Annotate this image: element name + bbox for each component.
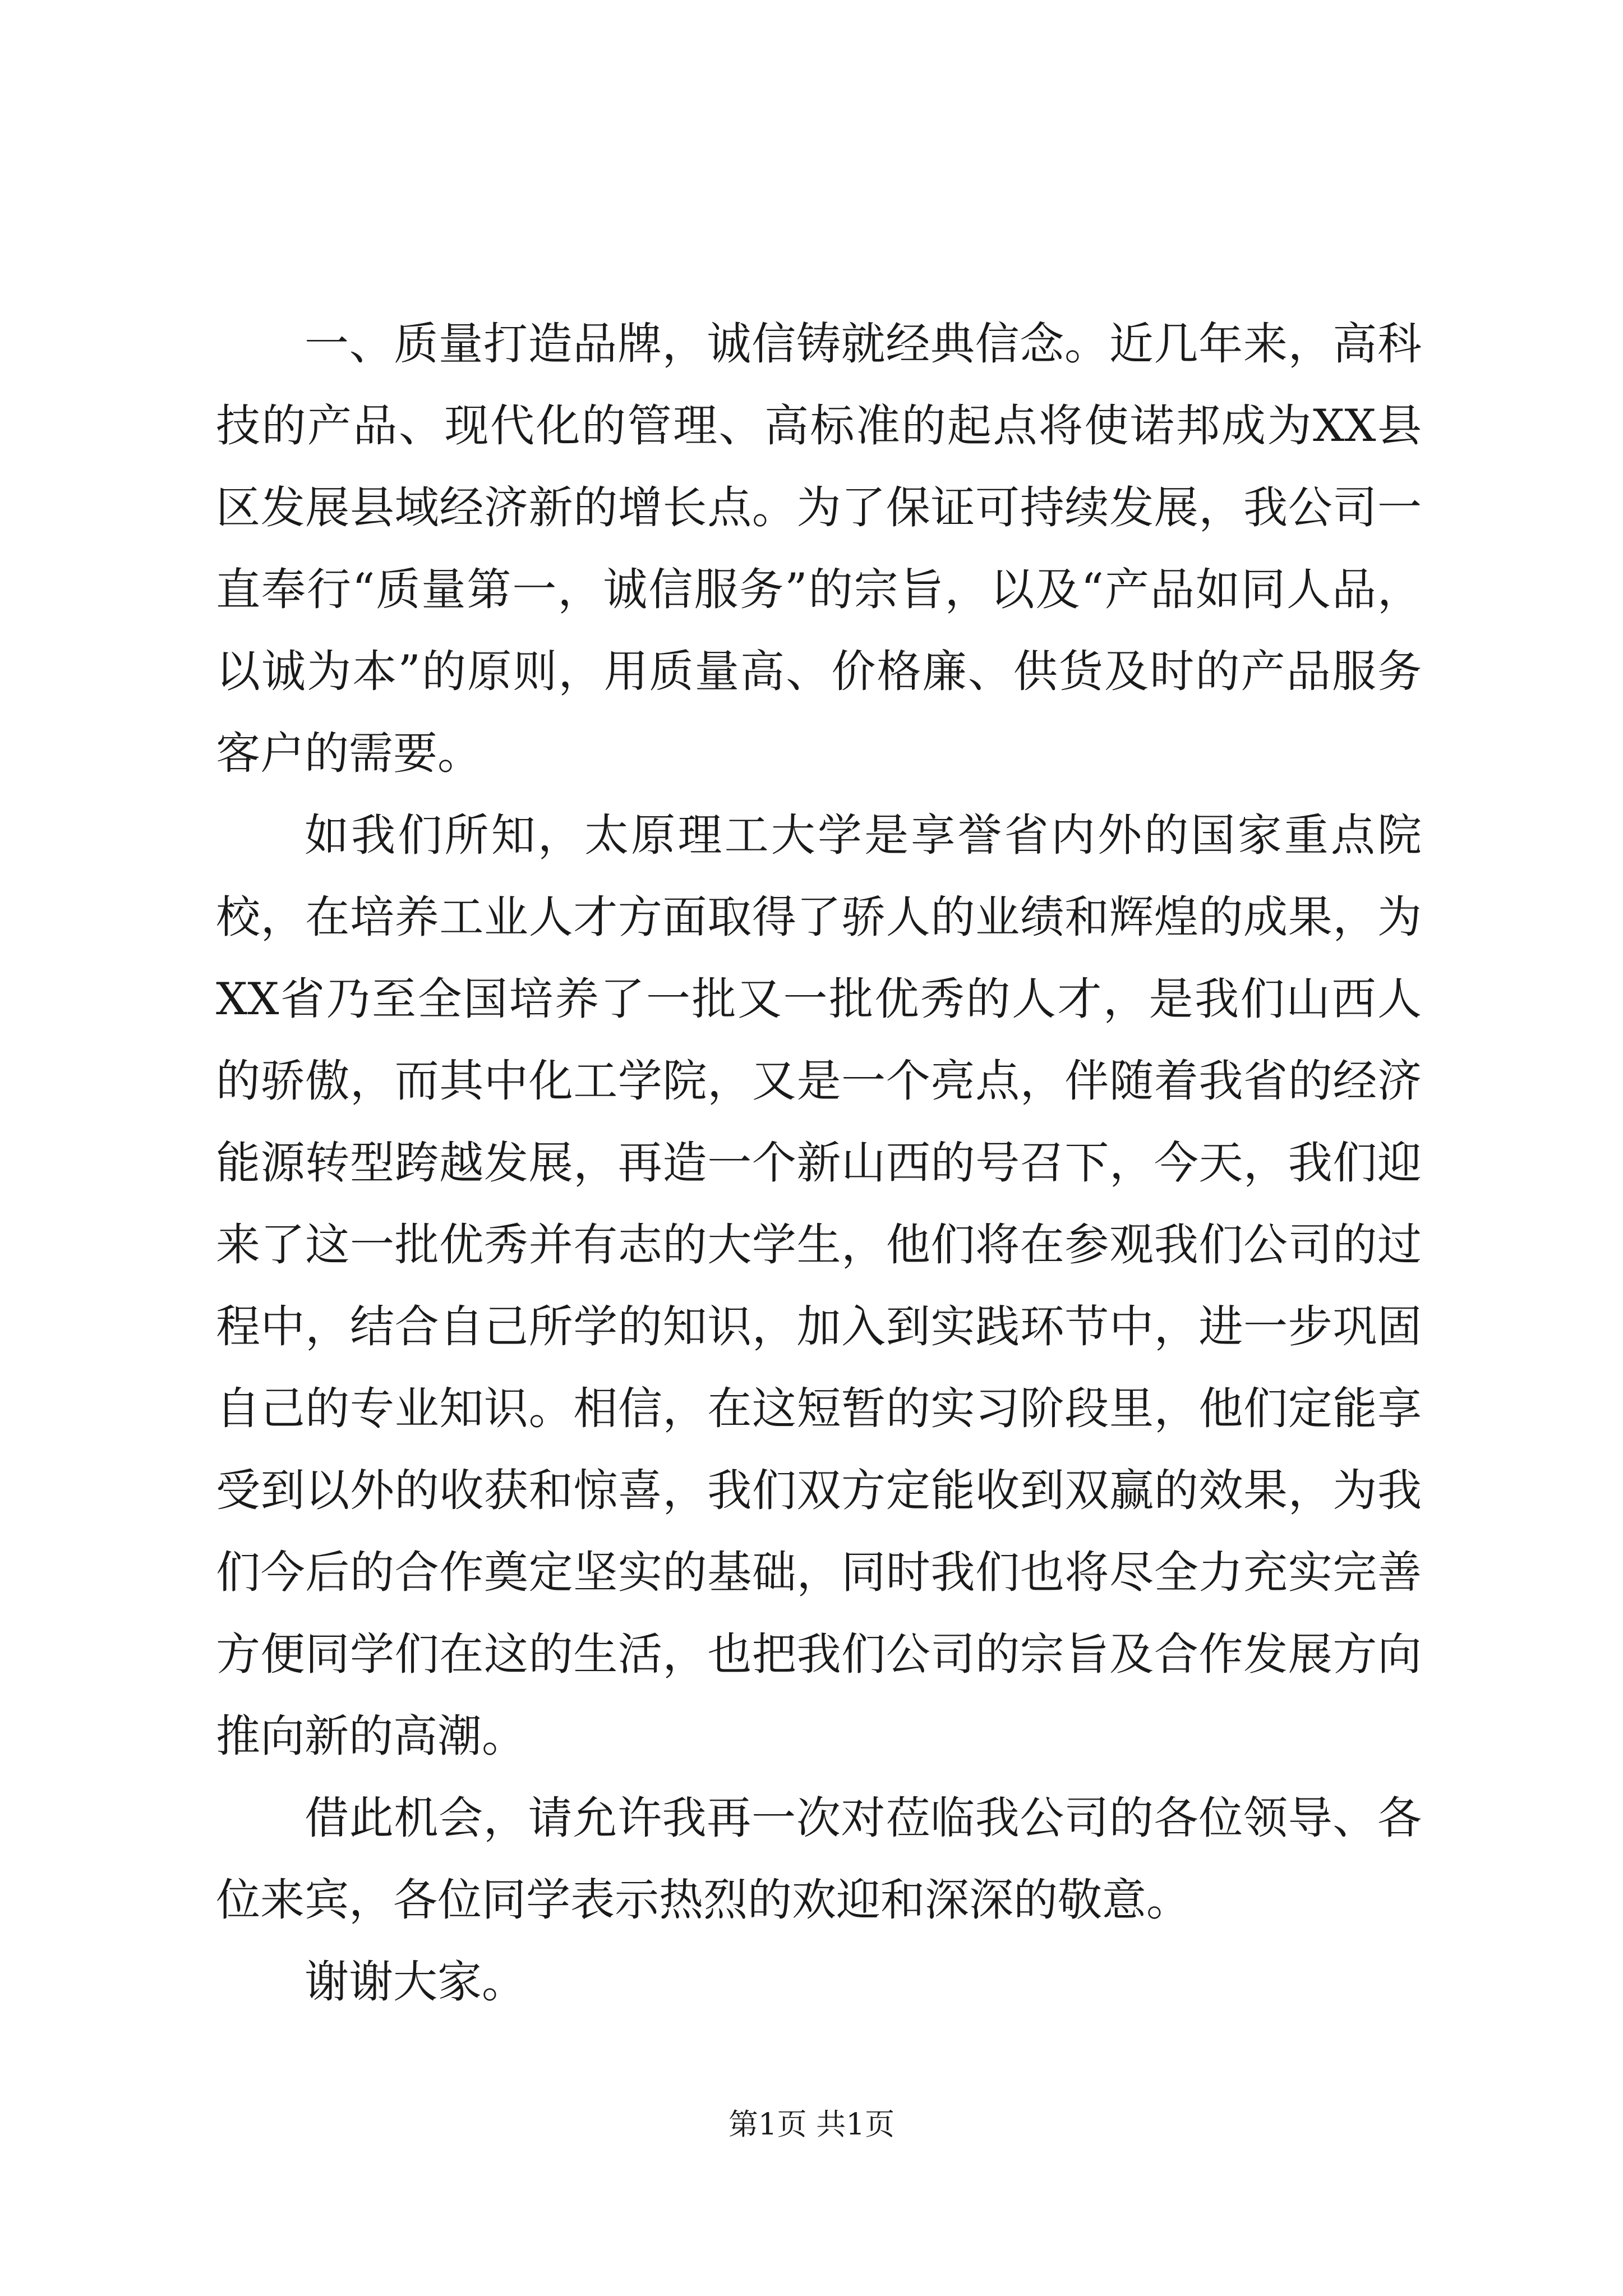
paragraph-quality-brand: 一、质量打造品牌，诚信铸就经典信念。近几年来，高科技的产品、现代化的管理、高标准的起点将使诺邦成为XX县区发展县域经济新的增长点。为了保证可持续发展，我公司一直奉行“质量第一，诚信服务”的宗旨，以及“产品如同人品，以诚为本”的原则，用质量高、价格廉、供货及时的产品服务客户的需要。 <box>216 318 1422 779</box>
paragraph-welcome: 借此机会，请允许我再一次对莅临我公司的各位领导、各位来宾，各位同学表示热烈的欢迎和深深的敬意。 <box>216 1792 1422 1926</box>
paragraph-university-intro: 如我们所知，太原理工大学是享誉省内外的国家重点院校，在培养工业人才方面取得了骄人的业绩和辉煌的成果，为XX省乃至全国培养了一批又一批优秀的人才，是我们山西人的骄傲，而其中化工学院，又是一个亮点，伴随着我省的经济能源转型跨越发展，再造一个新山西的号召下，今天，我们迎来了这一批优秀并有志的大学生，他们将在参观我们公司的过程中，结合自己所学的知识，加入到实践环节中，进一步巩固自己的专业知识。相信，在这短暂的实习阶段里，他们定能享受到以外的收获和惊喜，我们双方定能收到双赢的效果，为我们今后的合作奠定坚实的基础，同时我们也将尽全力充实完善方便同学们在这的生活，也把我们公司的宗旨及合作发展方向推向新的高潮。 <box>216 809 1422 1762</box>
document-body <box>216 303 1422 2023</box>
paragraph-thanks: 谢谢大家。 <box>305 1956 526 2008</box>
page-footer: 第1页 共1页 <box>728 2108 895 2142</box>
